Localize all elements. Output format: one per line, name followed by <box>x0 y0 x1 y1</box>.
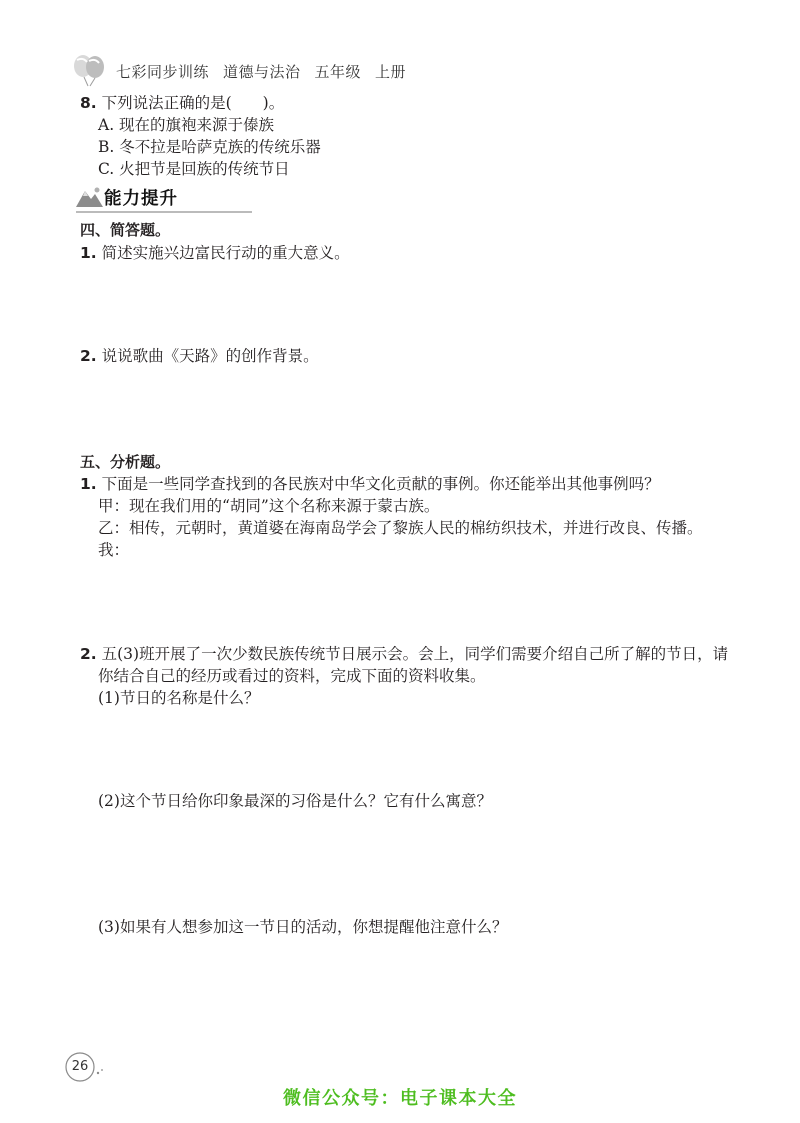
s4-q2-row <box>80 346 319 366</box>
s4-q1-text: 简述实施兴边富民行动的重大意义。 <box>101 244 350 262</box>
s5-q1-line-b: 乙：相传，元朝时，黄道婆在海南岛学会了黎族人民的棉纺织技术，并进行改良、传播。 <box>98 519 703 537</box>
header-term: 上册 <box>375 63 407 81</box>
s5-q2-number: 2. <box>80 645 97 663</box>
s4-q2-number: 2. <box>80 347 97 365</box>
section-badge-ability <box>74 183 254 213</box>
header-grade: 五年级 <box>314 63 362 81</box>
q8-number: 8. <box>80 94 97 112</box>
s5-q2-row <box>80 644 728 664</box>
section4-title: 四、简答题。 <box>80 221 171 239</box>
q8-option-b: B. 冬不拉是哈萨克族的传统乐器 <box>98 138 321 156</box>
s5-q1-line-a: 甲：现在我们用的“胡同”这个名称来源于蒙古族。 <box>98 497 440 515</box>
s5-q2-line1: 五(3)班开展了一次少数民族传统节日展示会。会上，同学们需要介绍自己所了解的节日，请 <box>101 645 729 663</box>
s4-q1-number: 1. <box>80 244 97 262</box>
badge-underline <box>76 211 252 213</box>
page-number: 26 <box>71 1059 89 1074</box>
q8-stem: 下列说法正确的是( )。 <box>101 94 285 112</box>
header-subject: 道德与法治 <box>223 63 301 81</box>
s5-q2-sub2: (2)这个节日给你印象最深的习俗是什么？它有什么寓意？ <box>98 792 492 810</box>
mountain-icon <box>74 185 104 209</box>
s4-q2-text: 说说歌曲《天路》的创作背景。 <box>101 347 319 365</box>
q8-stem-row <box>80 93 284 113</box>
s5-q2-sub1: (1)节日的名称是什么？ <box>98 689 260 707</box>
watermark-text: 微信公众号：电子课本大全 <box>283 1088 517 1109</box>
q8-option-a: A. 现在的旗袍来源于傣族 <box>98 116 275 134</box>
header-text <box>116 61 420 82</box>
s5-q2-line2: 你结合自己的经历或看过的资料，完成下面的资料收集。 <box>98 667 486 685</box>
s4-q1-row <box>80 243 350 263</box>
header-series: 七彩同步训练 <box>116 63 210 81</box>
q8-option-c: C. 火把节是回族的传统节日 <box>98 160 290 178</box>
page-number-badge <box>64 1051 96 1083</box>
badge-label: 能力提升 <box>104 189 178 209</box>
balloon-logo-icon <box>72 54 108 88</box>
s5-q1-row <box>80 474 660 494</box>
s5-q1-text: 下面是一些同学查找到的各民族对中华文化贡献的事例。你还能举出其他事例吗？ <box>101 475 660 493</box>
s5-q1-line-me: 我： <box>98 541 130 559</box>
s5-q2-sub3: (3)如果有人想参加这一节日的活动，你想提醒他注意什么？ <box>98 918 508 936</box>
s5-q1-number: 1. <box>80 475 97 493</box>
section5-title: 五、分析题。 <box>80 453 171 471</box>
